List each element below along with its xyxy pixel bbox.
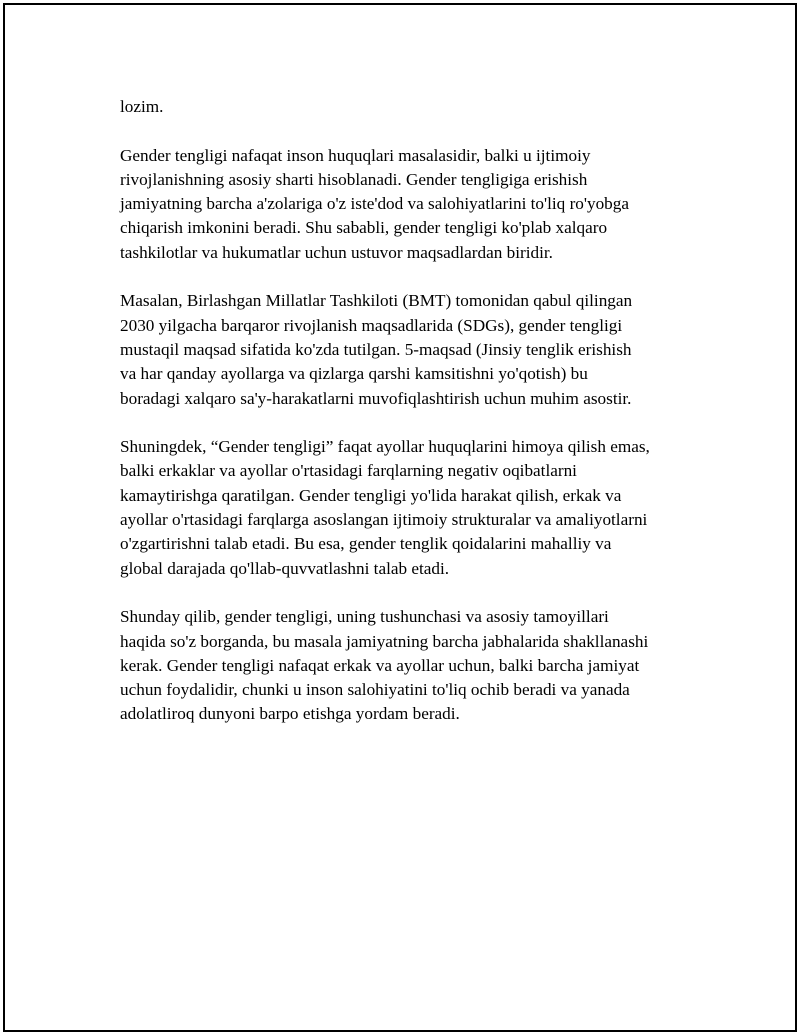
document-body: [120, 95, 710, 751]
paragraph-2: [120, 144, 710, 265]
text-line: boradagi xalqaro sa'y-harakatlarni muvofiqlashtirish uchun muhim asostir.: [120, 388, 632, 408]
text-line: Masalan, Birlashgan Millatlar Tashkiloti (BMT) tomonidan qabul qilingan: [120, 291, 633, 311]
text-line: ayollar o'rtasidagi farqlarga asoslangan ijtimoiy strukturalar va amaliyotlarni: [120, 510, 648, 530]
text-line: Shuningdek, “Gender tengligi” faqat ayollar huquqlarini himoya qilish emas,: [120, 437, 650, 457]
text-line: adolatliroq dunyoni barpo etishga yordam beradi.: [120, 704, 460, 724]
text-line: 2030 yilgacha barqaror rivojlanish maqsadlarida (SDGs), gender tengligi: [120, 315, 623, 335]
text-line: global darajada qo'llab-quvvatlashni talab etadi.: [120, 558, 450, 578]
text-line: va har qanday ayollarga va qizlarga qarshi kamsitishni yo'qotish) bu: [120, 364, 588, 384]
text-line: rivojlanishning asosiy sharti hisoblanadi. Gender tengligiga erishish: [120, 169, 588, 189]
paragraph-4: [120, 435, 710, 581]
text-line: jamiyatning barcha a'zolariga o'z iste'dod va salohiyatlarini to'liq ro'yobga: [120, 194, 629, 214]
paragraph-3: [120, 289, 710, 410]
text-line: haqida so'z borganda, bu masala jamiyatning barcha jabhalarida shakllanashi: [120, 631, 649, 651]
text-line: kerak. Gender tengligi nafaqat erkak va ayollar uchun, balki barcha jamiyat: [120, 655, 640, 675]
text-line: mustaqil maqsad sifatida ko'zda tutilgan. 5-maqsad (Jinsiy tenglik erishish: [120, 339, 632, 359]
text-line: kamaytirishga qaratilgan. Gender tengligi yo'lida harakat qilish, erkak va: [120, 485, 622, 505]
text-line: uchun foydalidir, chunki u inson salohiyatini to'liq ochib beradi va yanada: [120, 680, 630, 700]
text-line: tashkilotlar va hukumatlar uchun ustuvor maqsadlardan biridir.: [120, 242, 553, 262]
document-page: [3, 3, 797, 1032]
paragraph-1: [120, 95, 710, 119]
text-line: lozim.: [120, 97, 164, 116]
paragraph-5: [120, 605, 710, 726]
text-line: chiqarish imkonini beradi. Shu sababli, gender tengligi ko'plab xalqaro: [120, 218, 608, 238]
text-line: Shunday qilib, gender tengligi, uning tushunchasi va asosiy tamoyillari: [120, 607, 609, 627]
text-line: balki erkaklar va ayollar o'rtasidagi farqlarning negativ oqibatlarni: [120, 461, 577, 481]
text-line: o'zgartirishni talab etadi. Bu esa, gender tenglik qoidalarini mahalliy va: [120, 534, 612, 554]
text-line: Gender tengligi nafaqat inson huquqlari masalasidir, balki u ijtimoiy: [120, 145, 591, 165]
